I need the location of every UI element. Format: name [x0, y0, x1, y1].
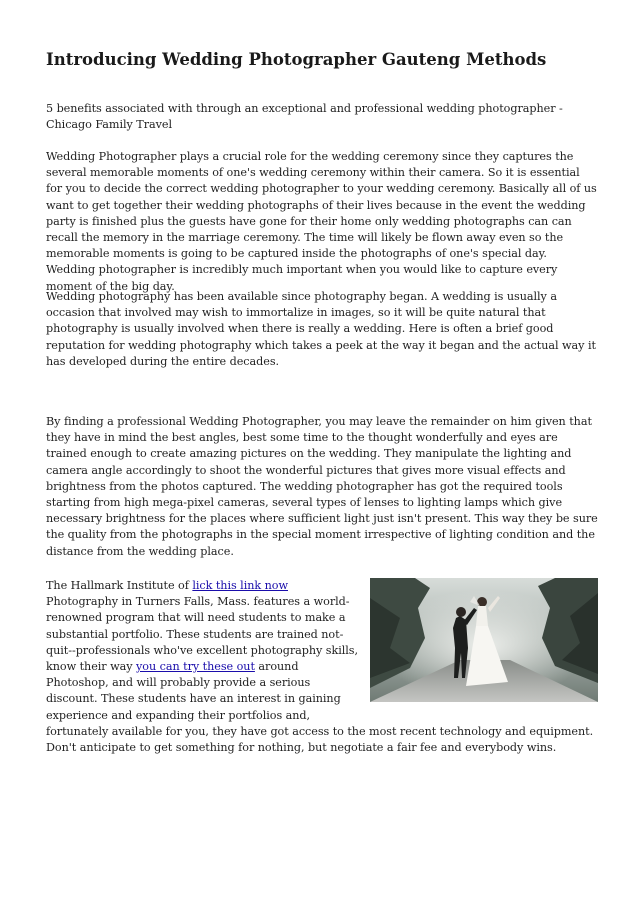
- wedding-photo-image: [370, 578, 598, 702]
- paragraph-4-text-1: The Hallmark Institute of: [46, 579, 193, 592]
- paragraph-1: Wedding Photographer plays a crucial role for the wedding ceremony since they captures the several memorable moments of one's wedding ceremony within their camera. So it is essential for you to decide the correct wedding photographer to your wedding ceremony. Basically all of us want to get together their wedding photographs of their lives because in the event the wedding party is finished plus the guests have gone for their home only wedding photographs can can recall the memory in the marriage ceremony. The time will likely be flown away even so the memorable moments is going to be captured inside the photographs of one's special day. Wedding photographer is incredibly much important when you would like to capture every moment of the big day.: [46, 150, 597, 293]
- subtitle: 5 benefits associated with through an exceptional and professional wedding photographer - Chicago Family Travel: [46, 102, 563, 132]
- paragraph-2: Wedding photography has been available since photography began. A wedding is usually a occasion that involved may wish to immortalize in images, so it will be quite natural that photography is usually involved when there is really a wedding. Here is often a brief good reputation for wedding photography which takes a peek at the way it began and the actual way it has developed during the entire decades.: [46, 290, 596, 368]
- paragraph-4-text-2: Photography in Turners Falls, Mass. features a world-renowned program that will need students to make a substantial portfolio. These students are trained not-quit--professionals who've excellent photography skills, know their way: [46, 595, 359, 674]
- paragraph-4-block: [46, 578, 598, 756]
- paragraph-3: By finding a professional Wedding Photographer, you may leave the remainder on him given that they have in mind the best angles, best some time to the thought wonderfully and eyes are trained enough to create amazing pictures on the wedding. They manipulate the lighting and camera angle accordingly to shoot the wonderful pictures that gives more visual effects and brightness from the photos captured. The wedding photographer has got the required tools starting from high mega-pixel cameras, several types of lenses to lighting lamps which give necessary brightness for the places where sufficient light just isn't present. This way they be sure the quality from the photographs in the special moment irrespective of lighting condition and the distance from the wedding place.: [46, 415, 598, 558]
- you-can-try-these-out-link[interactable]: you can try these out: [136, 660, 255, 674]
- lick-this-link-now-link[interactable]: lick this link now: [192, 579, 288, 592]
- paragraph-4-text-3: around Photoshop, and will probably provide a serious discount. These students have an interest in gaining experience and expanding their portfolios and, fortunately available for you, they have got access to the most recent technology and equipment. Don't anticipate to get something for nothing, but negotiate a fair fee and everybody wins.: [46, 660, 594, 755]
- wedding-couple-photo: [370, 578, 598, 702]
- page-title: Introducing Wedding Photographer Gauteng Methods: [46, 50, 547, 69]
